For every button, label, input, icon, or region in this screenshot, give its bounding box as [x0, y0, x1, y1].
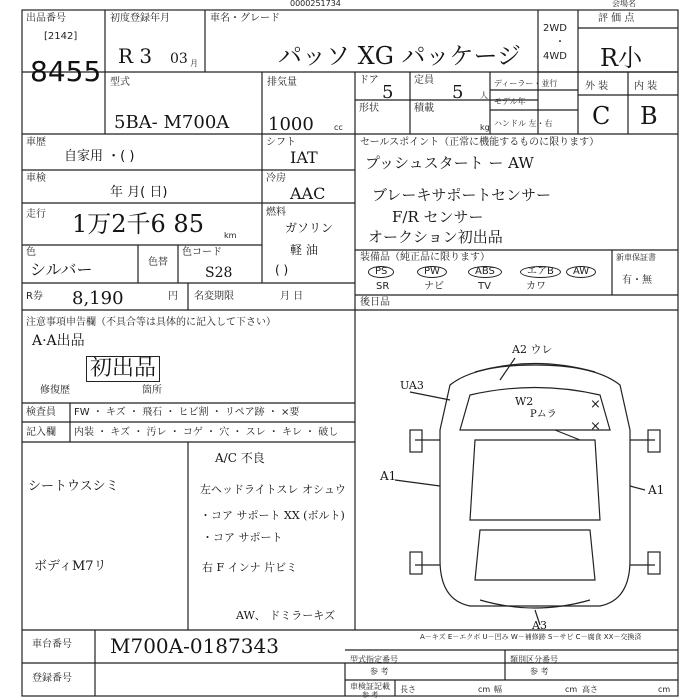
repair-suffix: 箇所: [142, 385, 162, 396]
damage-a1-right: A1: [648, 483, 665, 497]
recycle-value: 8,190: [72, 288, 124, 309]
damage-a2: A2 ウレ: [512, 343, 553, 356]
note-ac: A/C 不良: [215, 451, 265, 465]
height-label: 高さ: [582, 685, 598, 694]
equip-tv: TV: [478, 281, 491, 292]
notes-label: 注意事項申告欄（不具合等は具体的に記入して下さい）: [26, 317, 276, 328]
doors-value: 5: [382, 82, 394, 103]
height-unit: cm: [658, 685, 671, 694]
shape-label: 形状: [359, 103, 379, 114]
shift-label: シフト: [266, 137, 296, 148]
drive-dot: ・: [555, 37, 565, 48]
interior-grade: B: [640, 102, 658, 130]
aircon-label: 冷房: [266, 173, 286, 184]
first-reg-era: R 3: [118, 44, 153, 68]
rating-label: 評 価 点: [598, 13, 635, 24]
model-cert-sub: 参 考: [370, 667, 389, 676]
remark-body-m7: ボディM7リ: [34, 559, 107, 574]
width-label: 幅: [494, 685, 502, 694]
inspector-row1-label: 検査員: [26, 407, 56, 418]
lot-sub-number: [2142]: [44, 31, 78, 42]
color-label: 色: [26, 247, 36, 258]
warranty-value: 有・無: [622, 275, 652, 286]
damage-ua3: UA3: [400, 379, 424, 392]
sales-point-line-4: オークション初出品: [368, 228, 503, 246]
person-unit: 人: [480, 91, 488, 100]
car-name-value: パッソ XG パッケージ: [278, 42, 522, 70]
load-label: 積載: [414, 103, 434, 114]
mileage-label: 走行: [26, 209, 46, 220]
name-change-label: 名変期限: [194, 291, 234, 302]
repair-label: 修復歴: [40, 385, 70, 396]
size-sub: 参 考: [362, 691, 379, 699]
inspection-label: 車検: [26, 173, 46, 184]
interior-label: 内 装: [634, 81, 658, 92]
color-swap-label: 色替: [148, 257, 168, 268]
capacity-label: 定員: [414, 75, 434, 86]
damage-legend: A－キズ E－エクボ U－凹み W－補修跡 S－サビ C－腐食 XX－交換済: [420, 633, 642, 641]
doc-top-number: 0000251734: [290, 0, 341, 8]
model-label: 型式: [110, 77, 130, 88]
kg-unit: kg: [480, 123, 490, 132]
drive-2wd: 2WD: [543, 23, 567, 34]
chassis-value: M700A-0187343: [110, 634, 279, 658]
equipment-label: 装備品（純正品に限ります）: [360, 252, 490, 263]
length-label: 長さ: [400, 685, 416, 694]
damage-paint: Pムラ: [530, 409, 557, 420]
doors-label: ドア: [359, 75, 379, 86]
equip-abs: ABS: [468, 266, 502, 278]
dealer-label: ディーラー・並行: [494, 79, 558, 88]
warranty-label: 新車保証書: [616, 253, 656, 262]
handle-label: ハンドル 左・右: [494, 119, 553, 128]
damage-a1-left: A1: [380, 469, 397, 483]
aa-note: A·A出品: [32, 333, 85, 349]
sales-point-line-1: プッシュスタート ー AW: [365, 154, 534, 172]
later-items-label: 後日品: [360, 297, 390, 308]
registration-label: 登録番号: [32, 673, 72, 684]
cc-unit: cc: [334, 123, 343, 132]
first-reg-month-unit: 月: [190, 59, 198, 68]
color-value: シルバー: [30, 260, 93, 279]
fuel-label: 燃料: [266, 207, 286, 218]
model-cert-label: 型式指定番号: [350, 655, 398, 664]
inspection-value: 年 月( 日): [110, 185, 168, 200]
exterior-grade: C: [592, 102, 611, 130]
model-year-label: モデル年: [494, 97, 526, 106]
chassis-label: 車台番号: [32, 639, 72, 650]
displacement-value: 1000: [268, 114, 314, 135]
damage-x1: ×: [590, 397, 601, 412]
equip-ps: PS: [368, 266, 394, 278]
equip-aw: AW: [566, 266, 596, 278]
mileage-value: 1万2千6 85: [72, 210, 204, 238]
equip-navi: ナビ: [424, 281, 444, 292]
size-label: 車検証記載: [350, 682, 390, 691]
aircon-value: AAC: [290, 184, 326, 203]
equip-leather: カワ: [526, 281, 546, 292]
first-listing-stamp: 初出品: [86, 356, 160, 382]
remark-seat-stain: シートウスシミ: [28, 479, 119, 494]
inspector-row2-items: 内装 ・ キズ ・ 汚レ ・ コゲ ・ 穴 ・ スレ ・ キレ ・ 破し: [74, 427, 339, 438]
first-reg-label: 初度登録年月: [110, 13, 170, 24]
damage-x2: ×: [590, 419, 601, 434]
note-right-front-inner: 右 F インナ 片ビミ: [202, 561, 298, 574]
color-code-value: S28: [205, 265, 233, 281]
inspector-row1-items: FW ・ キズ ・ 飛石 ・ ヒビ割 ・ リペア跡 ・ ×要: [74, 407, 300, 418]
note-core-support-1: ・コア サポート XX (ボルト): [200, 509, 345, 522]
rating-value: R小: [600, 44, 643, 72]
damage-w2: W2: [515, 395, 534, 408]
lot-label: 出品番号: [26, 13, 66, 24]
sales-point-line-2: ブレーキサポートセンサー: [372, 186, 551, 204]
shift-value: IAT: [290, 148, 318, 167]
damage-a3: A3: [532, 619, 547, 632]
name-change-value: 月 日: [280, 291, 304, 302]
note-aw-mirror: AW、 ドミラーキズ: [236, 609, 336, 622]
inspector-row2-label: 記入欄: [26, 427, 56, 438]
displacement-label: 排気量: [267, 77, 297, 88]
note-headlight: 左ヘッドライトスレ オシュウ: [200, 483, 346, 496]
fuel-diesel: 軽 油: [290, 243, 318, 257]
fuel-gasoline: ガソリン: [285, 221, 334, 235]
recycle-label: R券: [26, 291, 43, 302]
fuel-other: ( ): [275, 263, 289, 277]
equip-pw: PW: [417, 266, 447, 278]
reg-type-value: 自家用 ・( ): [64, 149, 135, 164]
note-core-support-2: ・コア サポート: [202, 531, 283, 544]
model-value: 5BA- M700A: [114, 112, 230, 133]
class-sub: 参 考: [530, 667, 549, 676]
venue-stamp-label: 会場名: [612, 0, 636, 8]
width-unit: cm: [565, 685, 578, 694]
reg-type-label: 車歴: [26, 137, 46, 148]
capacity-value: 5: [452, 82, 464, 103]
sales-point-line-3: F/R センサー: [392, 208, 484, 226]
km-unit: km: [224, 231, 237, 240]
first-reg-month: 03: [170, 51, 188, 67]
color-code-label: 色コード: [182, 247, 222, 258]
car-name-label: 車名・グレード: [210, 13, 280, 24]
equip-sr: SR: [376, 281, 390, 292]
class-label: 類別区分番号: [510, 655, 558, 664]
lot-number: 8455: [30, 55, 102, 88]
equip-airbag: エアB: [520, 266, 561, 278]
length-unit: cm: [478, 685, 491, 694]
drive-4wd: 4WD: [543, 51, 567, 62]
yen-unit: 円: [168, 291, 178, 302]
sales-points-label: セールスポイント（正常に機能するものに限ります）: [360, 137, 600, 148]
exterior-label: 外 装: [585, 81, 609, 92]
